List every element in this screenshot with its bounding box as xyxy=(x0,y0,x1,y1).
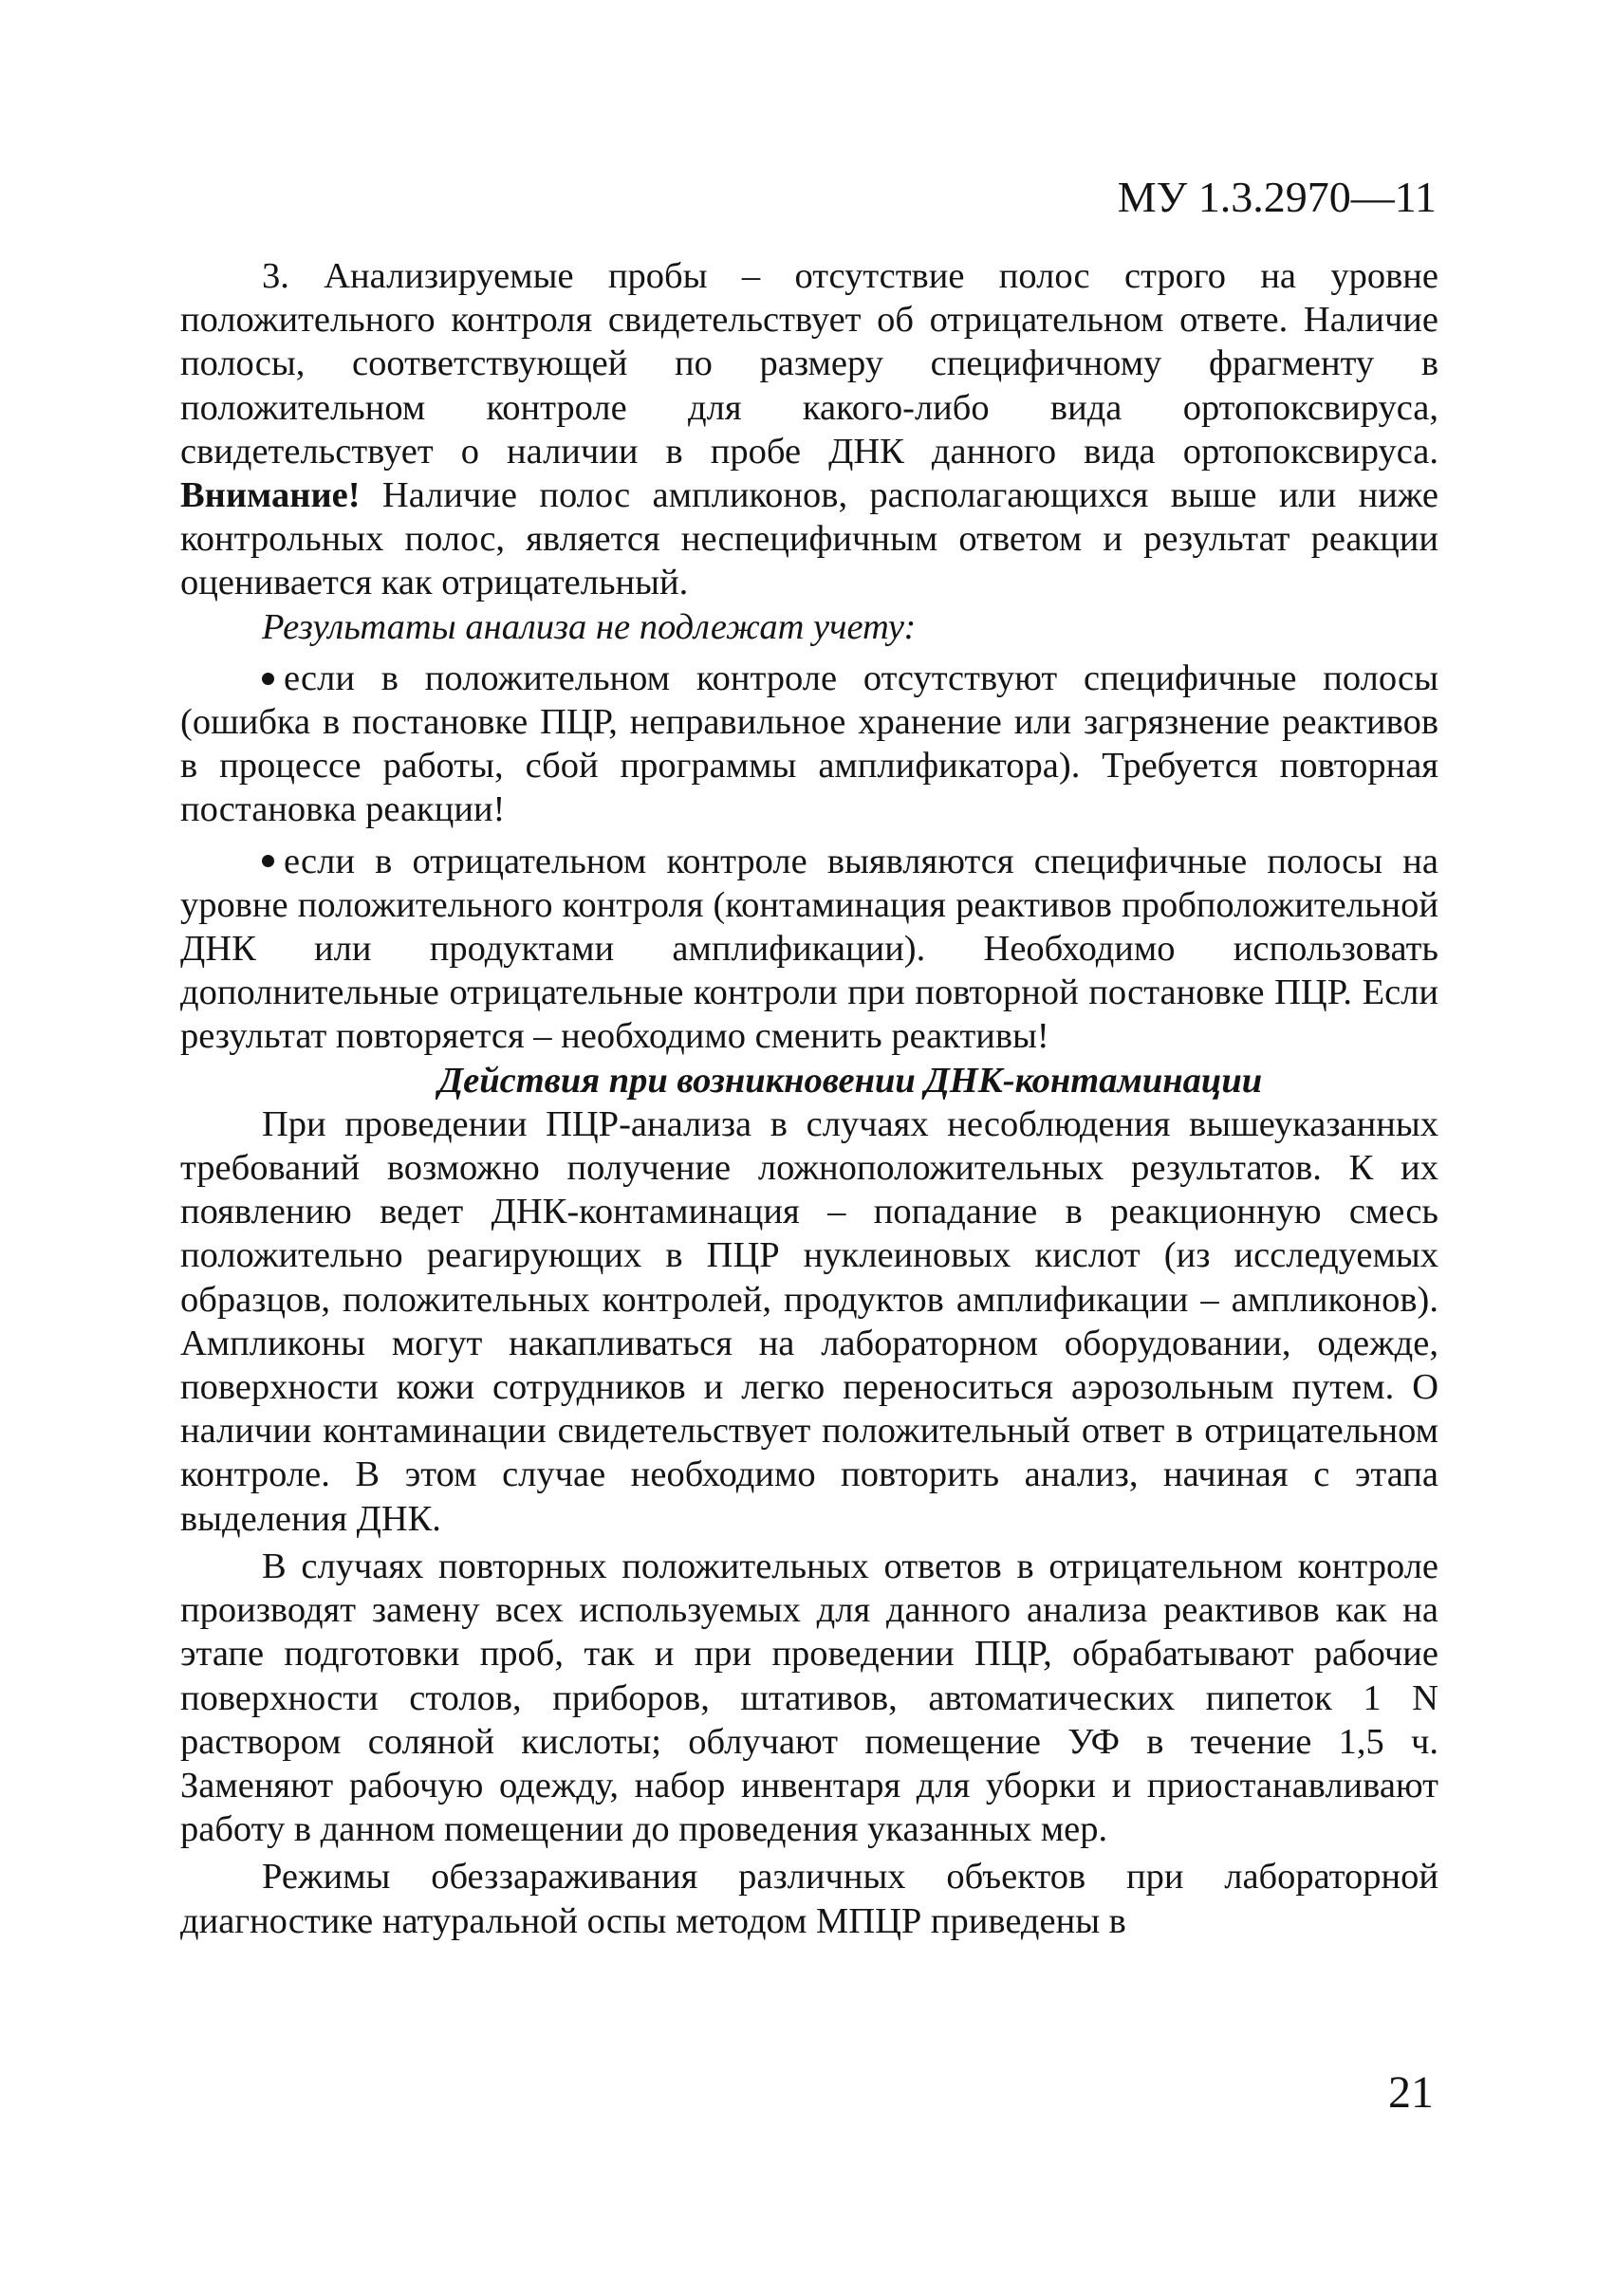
section-heading: Действия при возникновении ДНК-контаминации xyxy=(437,1060,1263,1101)
bullet-icon xyxy=(262,673,274,685)
paragraph-repeated-positives: В случаях повторных положительных ответов в отрицательном контроле производят замену всех используемых для данного анализа реактивов как на этапе подготовки проб, так и при проведении ПЦР, обрабатывают рабочие поверхности столов, приборов, штативов, автоматических пипеток 1 N раствором соляной кислоты; облучают помещение УФ в течение 1,5 ч. Заменяют рабочую одежду, набор инвентаря для уборки и приостанавливают работу в данном помещении до проведения указанных мер. xyxy=(180,1546,1438,1850)
list-item xyxy=(180,657,1438,832)
paragraph-disinfection-modes: Режимы обеззараживания различных объектов при лабораторной диагностике натуральной оспы методом МПЦР приведены в xyxy=(180,1857,1438,1941)
paragraph-analyzed-samples xyxy=(180,254,1438,605)
attention-label: Внимание! xyxy=(180,475,361,516)
list-item xyxy=(180,840,1438,1059)
results-not-counted-lead: Результаты анализа не подлежат учету: xyxy=(262,606,917,647)
document-body xyxy=(180,254,1438,1943)
list-item-text: если в отрицательном контроле выявляются специфичные полосы на уровне положительного контроля (контаминация реактивов пробположительной ДНК или продуктами амплификации). Необходимо использовать дополнительные отрицательные контроли при повторной постановке ПЦР. Если результат повторяется – необходимо сменить реактивы! xyxy=(180,841,1438,1057)
paragraph-text: Наличие полос ампликонов, располагающихся выше или ниже контрольных полос, является неспецифичным ответом и результат реакции оценивается как отрицательный. xyxy=(180,475,1438,603)
paragraph-text: 3. Анализируемые пробы – отсутствие полос строго на уровне положительного контроля свидетельствует об отрицательном ответе. Наличие полосы, соответствующей по размеру специфичному фрагменту в положительном контроле для какого-либо вида ортопоксвируса, свидетельствует о наличии в пробе ДНК данного вида ортопоксвируса. xyxy=(180,256,1438,472)
paragraph-contamination: При проведении ПЦР-анализа в случаях несоблюдения вышеуказанных требований возможно получение ложноположительных результатов. К их появлению ведет ДНК-контаминация – попадание в реакционную смесь положительно реагирующих в ПЦР нуклеиновых кислот (из исследуемых образцов, положительных контролей, продуктов амплификации – ампликонов). Ампликоны могут накапливаться на лабораторном оборудовании, одежде, поверхности кожи сотрудников и легко переноситься аэрозольным путем. О наличии контаминации свидетельствует положительный ответ в отрицательном контроле. В этом случае необходимо повторить анализ, начиная с этапа выделения ДНК. xyxy=(180,1103,1438,1539)
document-code: МУ 1.3.2970—11 xyxy=(1117,173,1437,221)
bullet-icon xyxy=(262,855,274,867)
list-item-text: если в положительном контроле отсутствуют специфичные полосы (ошибка в постановке ПЦР, неправильное хранение или загрязнение реактивов в процессе работы, сбой программы амплификатора). Требуется повторная постановка реакции! xyxy=(180,657,1438,830)
page-number: 21 xyxy=(1388,2067,1434,2118)
